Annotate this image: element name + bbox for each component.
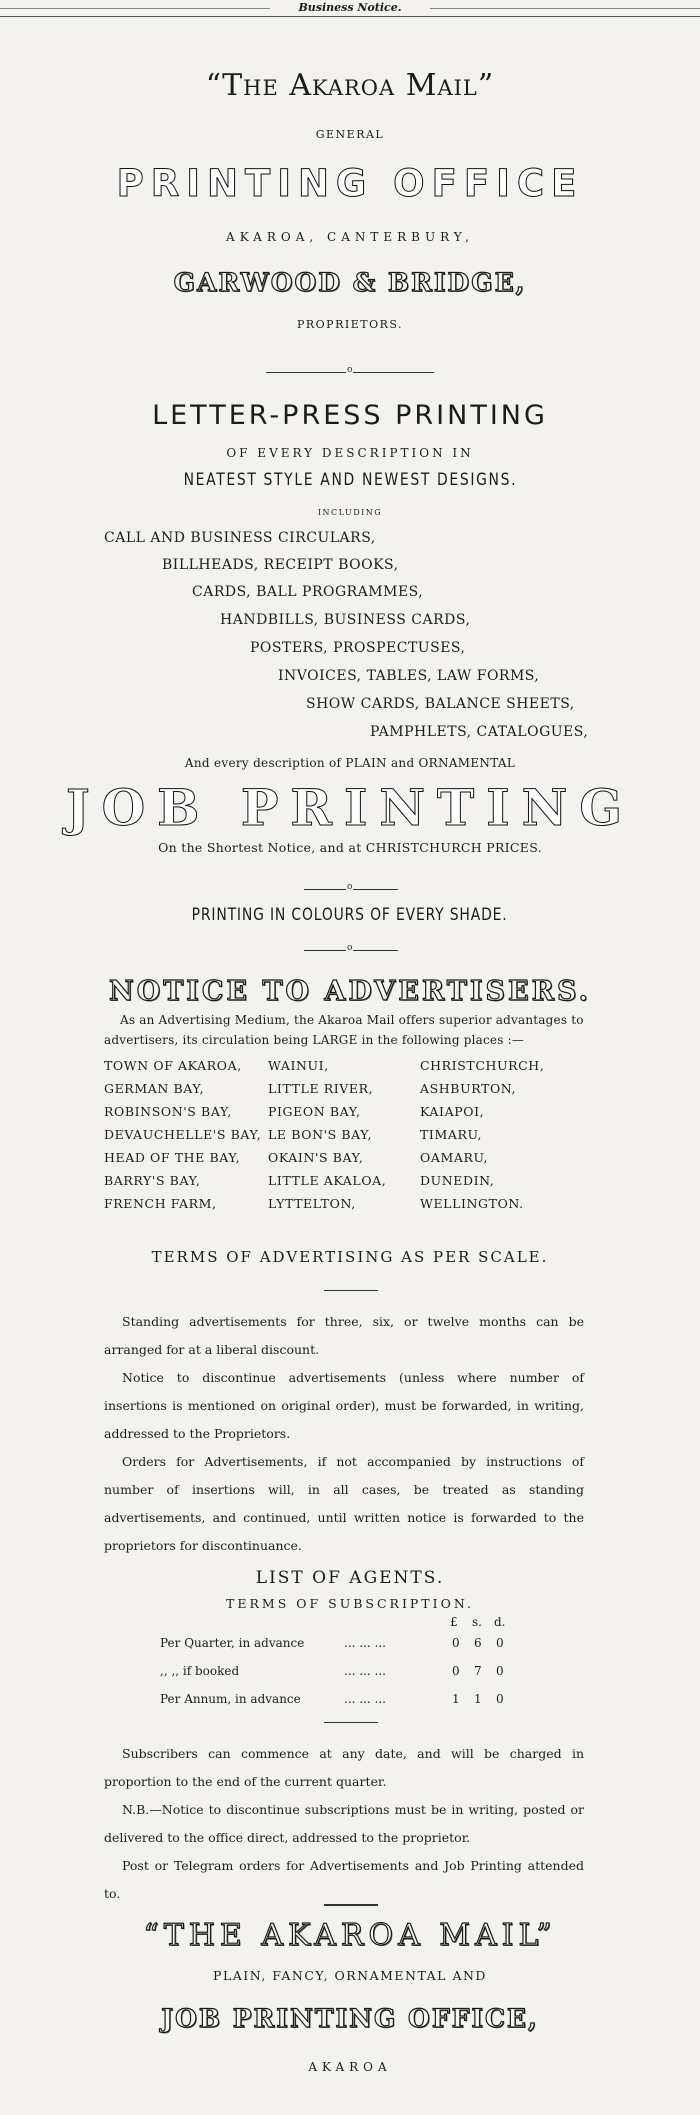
subscription-pounds: 0 <box>452 1664 460 1678</box>
list-item: INVOICES, TABLES, LAW FORMS, <box>278 668 540 684</box>
standing-paragraph-2: Notice to discontinue advertisements (unless where number of insertions is mentioned on original order), must be forwarded, in writing, addressed to the Proprietors. <box>104 1370 584 1441</box>
place-cell: OKAIN'S BAY, <box>268 1150 364 1165</box>
place-cell: WAINUI, <box>268 1058 329 1073</box>
neatest-style-line: NEATEST STYLE AND NEWEST DESIGNS. <box>183 470 517 490</box>
place-cell: TIMARU, <box>420 1127 483 1142</box>
footer-paper-title: “THE AKAROA MAIL” <box>143 1918 557 1953</box>
place-cell: LYTTELTON, <box>268 1196 356 1211</box>
colours-line: PRINTING IN COLOURS OF EVERY SHADE. <box>192 905 508 925</box>
list-item: PAMPHLETS, CATALOGUES, <box>370 724 589 740</box>
divider-rule <box>324 1904 378 1906</box>
subscription-pounds: 1 <box>452 1692 460 1706</box>
list-item: POSTERS, PROSPECTUSES, <box>250 640 466 656</box>
subscription-shillings: 6 <box>474 1636 482 1650</box>
divider-ornament: o <box>347 882 353 892</box>
subscribers-paragraph-1: Subscribers can commence at any date, and will be charged in proportion to the end of the current quarter. <box>104 1746 584 1789</box>
standing-paragraph-3: Orders for Advertisements, if not accompanied by instructions of number of insertions will, in all cases, be treated as standing advertisements, and continued, until written notice is forwarded to the proprietors for discontinuance. <box>104 1454 584 1553</box>
footer-plain-line: PLAIN, FANCY, ORNAMENTAL AND <box>213 1968 487 1983</box>
subscription-label: Per Quarter, in advance <box>160 1636 305 1650</box>
place-cell: BARRY'S BAY, <box>104 1173 201 1188</box>
place-cell: CHRISTCHURCH, <box>420 1058 545 1073</box>
footer-town: AKAROA <box>308 2060 392 2074</box>
advertisers-intro-1: As an Advertising Medium, the Akaroa Mail offers superior advantages to <box>120 1013 584 1027</box>
place-cell: FRENCH FARM, <box>104 1196 217 1211</box>
place-cell: HEAD OF THE BAY, <box>104 1150 241 1165</box>
proprietors-label: PROPRIETORS. <box>296 318 404 331</box>
including-label: INCLUDING <box>317 508 383 517</box>
shortest-notice-line: On the Shortest Notice, and at CHRISTCHURCH PRICES. <box>158 840 542 855</box>
advertisers-intro-2: advertisers, its circulation being LARGE in the following places :— <box>104 1033 525 1047</box>
subscription-pence: 0 <box>496 1664 504 1678</box>
letterpress-heading: LETTER-PRESS PRINTING <box>152 400 548 431</box>
list-item: HANDBILLS, BUSINESS CARDS, <box>220 612 471 628</box>
list-item: CALL AND BUSINESS CIRCULARS, <box>104 530 376 546</box>
section-header: Business Notice. <box>298 1 402 14</box>
list-item: CARDS, BALL PROGRAMMES, <box>192 584 424 600</box>
place-cell: KAIAPOI, <box>420 1104 485 1119</box>
place-cell: DUNEDIN, <box>420 1173 495 1188</box>
subscription-label: ,, ,, if booked <box>160 1664 240 1678</box>
place-cell: DEVAUCHELLE'S BAY, <box>104 1127 262 1142</box>
general-label: GENERAL <box>315 128 385 141</box>
ornamental-line: And every description of PLAIN and ORNAMENTAL <box>184 756 516 770</box>
footer-office-heading: JOB PRINTING OFFICE, <box>161 2004 539 2033</box>
subscribers-paragraph-3: Post or Telegram orders for Advertisements and Job Printing attended to. <box>104 1858 584 1901</box>
subscription-shillings: 7 <box>474 1664 482 1678</box>
place-cell: LE BON'S BAY, <box>268 1127 373 1142</box>
place-cell: ASHBURTON, <box>420 1081 517 1096</box>
subscription-leader: ... ... ... <box>344 1692 386 1706</box>
divider-ornament: o <box>347 365 353 375</box>
list-item: BILLHEADS, RECEIPT BOOKS, <box>162 557 399 573</box>
list-item: SHOW CARDS, BALANCE SHEETS, <box>306 696 575 712</box>
subscribers-paragraph-2: N.B.—Notice to discontinue subscriptions must be in writing, posted or delivered to the office direct, addressed to the proprietor. <box>104 1802 584 1845</box>
agents-heading: LIST OF AGENTS. <box>255 1568 445 1588</box>
standing-paragraph-1: Standing advertisements for three, six, or twelve months can be arranged for at a liberal discount. <box>104 1314 584 1357</box>
divider-rule <box>324 1290 378 1291</box>
subscription-shillings: 1 <box>474 1692 482 1706</box>
advertisers-heading: NOTICE TO ADVERTISERS. <box>109 976 591 1007</box>
place-cell: LITTLE AKALOA, <box>268 1173 387 1188</box>
divider-rule <box>324 1722 378 1723</box>
job-printing-heading: JOB PRINTING <box>65 778 635 837</box>
place-cell: LITTLE RIVER, <box>268 1081 374 1096</box>
place-cell: TOWN OF AKAROA, <box>104 1058 242 1073</box>
currency-pence: d. <box>494 1615 506 1629</box>
every-description-line: OF EVERY DESCRIPTION IN <box>226 446 474 460</box>
currency-shillings: s. <box>472 1615 482 1629</box>
place-cell: OAMARU, <box>420 1150 489 1165</box>
place-cell: GERMAN BAY, <box>104 1081 205 1096</box>
currency-pounds: £ <box>450 1615 458 1629</box>
subscription-pence: 0 <box>496 1636 504 1650</box>
paper-title: “The Akaroa Mail” <box>205 68 495 103</box>
subscription-pounds: 0 <box>452 1636 460 1650</box>
subscription-pence: 0 <box>496 1692 504 1706</box>
printing-office-title: PRINTING OFFICE <box>116 162 584 205</box>
terms-line: TERMS OF ADVERTISING AS PER SCALE. <box>151 1248 549 1266</box>
subscription-leader: ... ... ... <box>344 1636 386 1650</box>
place-cell: ROBINSON'S BAY, <box>104 1104 232 1119</box>
place-cell: PIGEON BAY, <box>268 1104 361 1119</box>
subscription-label: Per Annum, in advance <box>160 1692 301 1706</box>
divider-ornament: o <box>347 943 353 953</box>
location-line: AKAROA, CANTERBURY, <box>226 230 474 244</box>
subscription-heading: TERMS OF SUBSCRIPTION. <box>226 1596 474 1611</box>
subscription-leader: ... ... ... <box>344 1664 386 1678</box>
firm-name: GARWOOD & BRIDGE, <box>173 268 527 297</box>
place-cell: WELLINGTON. <box>420 1196 524 1211</box>
